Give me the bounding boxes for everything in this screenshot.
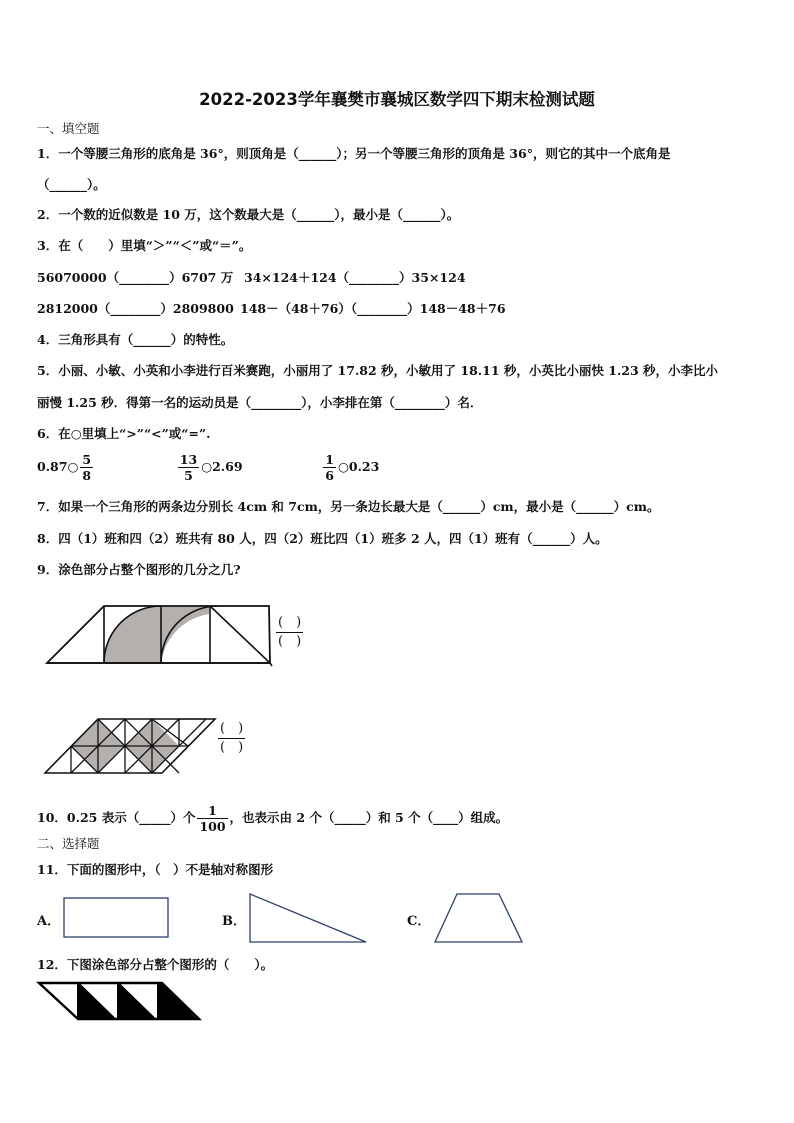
q9-parallelogram-figure [42, 716, 218, 778]
q6-fraction-a: $\frac{5}{8}$ [82, 452, 92, 483]
question-3-row-2-a: 2812000（________）2809800 [37, 301, 234, 316]
q10-fraction: $\frac{1}{100}$ [199, 803, 226, 834]
q6-item-b-suffix: ○2.69 [201, 459, 243, 474]
q11-option-b-right-triangle[interactable] [248, 892, 370, 944]
q6-fraction-b: $\frac{13}{5}$ [179, 452, 198, 483]
question-7: 7．如果一个三角形的两条边分别长 4cm 和 7cm，另一条边长最大是（______）cm，最小是（______）cm。 [37, 499, 660, 514]
q11-option-c-trapezoid[interactable] [433, 892, 525, 944]
q11-option-c-label[interactable]: C． [407, 914, 431, 929]
question-11: 11．下面的图形中，（ ）不是轴对称图形 [37, 862, 274, 877]
q6-item-a-prefix: 0.87○ [37, 459, 79, 474]
question-3-intro: 3．在（ ）里填“＞”“＜”或“＝”。 [37, 238, 252, 253]
question-1-line-2: （______）。 [37, 177, 106, 192]
q11-option-a-rectangle[interactable] [63, 897, 171, 939]
q6-item-c-suffix: ○0.23 [337, 459, 380, 474]
q10-text-before: 10．0.25 表示（_____）个 [37, 810, 196, 825]
q11-option-a-label[interactable]: A． [37, 914, 61, 929]
question-3-row-2-b: 148－（48＋76）（________）148－48＋76 [240, 301, 506, 316]
question-2: 2．一个数的近似数是 10 万，这个数最大是（______），最小是（______）。 [37, 207, 460, 222]
question-10 [37, 803, 508, 834]
question-5-line-2: 丽慢 1.25 秒．得第一名的运动员是（________），小李排在第（________）名． [37, 395, 483, 410]
question-5-line-1: 5．小丽、小敏、小英和小李进行百米赛跑，小丽用了 17.82 秒，小敏用了 18.11 秒，小英比小丽快 1.23 秒，小李比小 [37, 363, 719, 378]
question-4: 4．三角形具有（______）的特性。 [37, 332, 234, 347]
q9-trapezoid-figure [44, 604, 276, 668]
question-6-intro: 6．在○里填上“>”“<”或“=”. [37, 426, 211, 441]
question-12: 12．下图涂色部分占整个图形的（ ）。 [37, 957, 274, 972]
q12-shaded-triangle-3 [158, 983, 197, 1019]
question-3-row-1-b: 34×124＋124（________）35×124 [244, 270, 466, 285]
q10-text-after: ，也表示由 2 个（_____）和 5 个（____）组成。 [229, 810, 509, 825]
question-9: 9．涂色部分占整个图形的几分之几? [37, 562, 241, 577]
section-heading-fill-in: 一、填空题 [37, 121, 100, 136]
q11-option-b-label[interactable]: B． [222, 914, 246, 929]
question-1-line-1: 1．一个等腰三角形的底角是 36°，则顶角是（______）；另一个等腰三角形的顶角是 36°，则它的其中一个底角是 [37, 146, 671, 161]
q6-fraction-c: $\frac{1}{6}$ [325, 452, 334, 483]
q9-shaded-region-left [104, 606, 161, 663]
question-3-row-1-a: 56070000（________）6707 万 [37, 270, 234, 285]
question-8: 8．四（1）班和四（2）班共有 80 人，四（2）班比四（1）班多 2 人，四（1）班有（______）人。 [37, 531, 608, 546]
q9-answer-fraction-1: ( ) ( ) [278, 615, 302, 649]
page-title: 2022-2023学年襄樊市襄城区数学四下期末检测试题 [199, 90, 595, 109]
question-6-comparisons [37, 452, 379, 483]
q9-answer-fraction-2: ( ) ( ) [220, 721, 244, 755]
q12-parallelogram-figure [37, 981, 203, 1021]
section-heading-multiple-choice: 二、选择题 [37, 836, 100, 851]
